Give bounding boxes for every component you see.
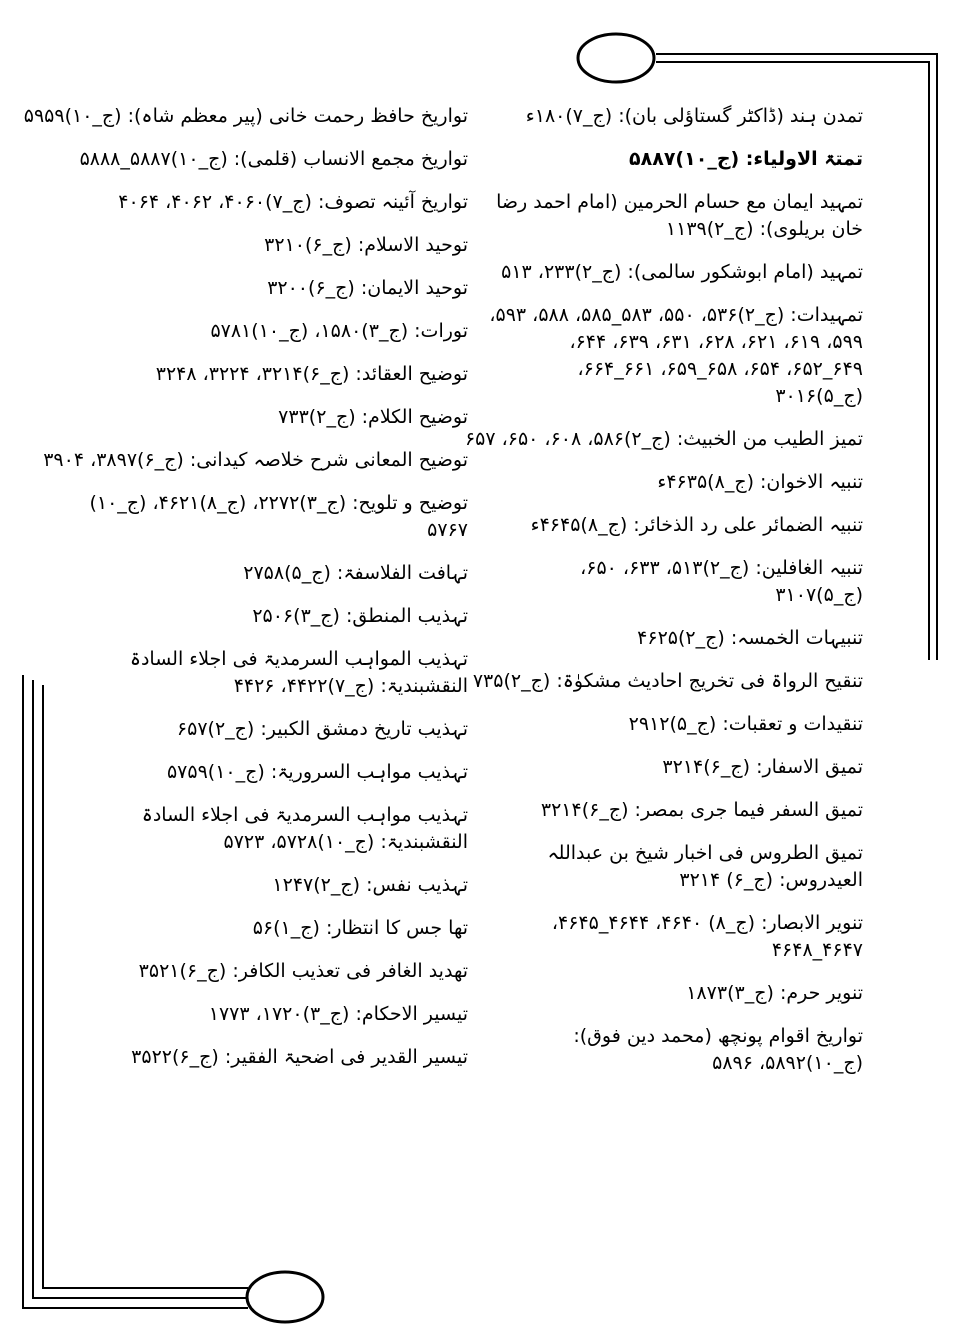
index-entry: تمہیدات: (ج_۲)۵۳۶، ۵۵۰، ۵۸۳_۵۸۵، ۵۸۸، ۵۹۳، ۵۹۹، ۶۱۹، ۶۲۱، ۶۲۸، ۶۳۱، ۶۳۹، ۶۴۴، ۶۴۹_۶۵۲، ۶۵۴، ۶۵۸_۶۵۹، ۶۶۱_۶۶۴، (ج_۵)۳۰۱۶: [489, 304, 863, 407]
index-entry: توضیح العقائد: (ج_۶)۳۲۱۴، ۳۲۲۴، ۳۲۴۸: [155, 363, 468, 385]
index-entry: تھا جس کا انتظار: (ج_۱)۵۶: [252, 917, 468, 939]
bottom-ornament-oval: [247, 1272, 323, 1322]
index-entry: تواریخ مجمع الانساب (قلمی): (ج_۱۰)۵۸۸۷_۵۸۸۸: [79, 148, 468, 170]
index-entry: تنبیہ الاخوان: (ج_۸)۴۶۳۵ء: [657, 471, 863, 493]
index-entry: تنبیہات الخمسہ: (ج_۲)۴۶۲۵: [637, 627, 863, 649]
index-entry: تواریخ اقوام پونچھ (محمد دین فوق): (ج_۱۰)۵۸۹۲، ۵۸۹۶: [573, 1025, 863, 1074]
index-entry: تنبیہ الغافلین: (ج_۲)۵۱۳، ۶۳۳، ۶۵۰، (ج_۵)۳۱۰۷: [580, 557, 863, 606]
index-entry: تنبیہ الضمائر علی رد الذخائر: (ج_۸)۴۶۴۵ء: [530, 514, 863, 536]
index-entry: تمیق السفر فیما جری بمصر: (ج_۶)۳۲۱۴: [540, 799, 863, 821]
index-entry: تہافت الفلاسفۃ: (ج_۵)۲۷۵۸: [243, 562, 468, 584]
index-entry: تیسیر القدیر فی اضحیۃ الفقیر: (ج_۶)۳۵۲۲: [131, 1046, 468, 1068]
index-column-right: [464, 103, 863, 1093]
index-entry: تمہید ایمان مع حسام الحرمین (امام احمد رضا خان بریلوی): (ج_۲)۱۱۳۹: [496, 191, 863, 240]
index-entry: تمتۃ الاولیاء: (ج_۱۰)۵۸۸۷: [629, 148, 863, 170]
top-ornament-oval: [578, 34, 654, 82]
index-entry: تمہید (امام ابوشکور سالمی): (ج_۲)۲۳۳، ۵۱۳: [501, 261, 863, 283]
index-entry: تنویر الابصار: (ج_۸) ۴۶۴۰، ۴۶۴۴_۴۶۴۵، ۴۶۴۷_۴۶۴۸: [551, 912, 863, 961]
index-entry: توحید الاسلام: (ج_۶)۳۲۱۰: [264, 234, 468, 256]
index-entry: تواریخ آئینہ تصوف: (ج_۷)۴۰۶۰، ۴۰۶۲، ۴۰۶۴: [118, 191, 468, 213]
index-entry: توضیح و تلویح: (ج_۳)۲۲۷۲، (ج_۸)۴۶۲۱، (ج_۱۰) ۵۷۶۷: [89, 492, 468, 541]
index-entry: تمیق الاسفار: (ج_۶)۳۲۱۴: [662, 756, 863, 778]
index-entry: تہذیب المنطق: (ج_۳)۲۵۰۶: [252, 605, 468, 627]
index-entry: تہذیب المواہب السرمدیۃ فی اجلاء السادۃ النقشبندیۃ: (ج_۷)۴۴۲۲، ۴۴۲۶: [129, 648, 468, 697]
index-entry: تنقیح الرواۃ فی تخریج احادیث مشکوٰۃ: (ج_۲)۷۳۵: [472, 670, 863, 692]
index-entry: تنقیدات و تعقبات: (ج_۵)۲۹۱۲: [628, 713, 863, 735]
index-entry: تہذیب مواہب السروریۃ: (ج_۱۰)۵۷۵۹: [166, 761, 468, 783]
index-entry: تہذیب نفس: (ج_۲)۱۲۴۷: [272, 874, 468, 896]
index-entry: تواریخ حافظ رحمت خانی (پیر معظم شاہ): (ج_۱۰)۵۹۵۹: [23, 105, 468, 127]
index-entry: توحید الایمان: (ج_۶)۳۲۰۰: [267, 277, 468, 299]
index-entry: توضیح الکلام: (ج_۲)۷۳۳: [278, 406, 468, 428]
index-entry: تہذیب تاریخ دمشق الکبیر: (ج_۲)۶۵۷: [176, 718, 468, 740]
index-entry: تورات: (ج_۳)۱۵۸۰، (ج_۱۰)۵۷۸۱: [210, 320, 468, 342]
index-column-left: [23, 103, 468, 1087]
index-entry: تیسیر الاحکام: (ج_۳)۱۷۲۰، ۱۷۷۳: [208, 1003, 468, 1025]
index-entry: تمیق الطروس فی اخبار شیخ بن عبداللہ العیدروس: (ج_۶) ۳۲۱۴: [547, 842, 863, 891]
index-entry: تمدن ہند (ڈاکٹر گستاؤلی بان): (ج_۷)۱۸۰ء: [525, 105, 863, 127]
index-entry: توضیح المعانی شرح خلاصہ کیدانی: (ج_۶)۳۸۹۷، ۳۹۰۴: [43, 449, 468, 471]
index-entry: تمیز الطیب من الخبیث: (ج_۲)۵۸۶، ۶۰۸، ۶۵۰، ۶۵۷: [464, 428, 863, 450]
index-entry: تہذیب مواہب السرمدیۃ فی اجلاء السادۃ النقشبندیۃ: (ج_۱۰)۵۷۲۸، ۵۷۲۳: [141, 804, 468, 853]
index-entry: تھدید الغافر فی تعذیب الکافر: (ج_۶)۳۵۲۱: [138, 960, 468, 982]
index-entry: تنویر حرم: (ج_۳)۱۸۷۳: [686, 982, 863, 1004]
